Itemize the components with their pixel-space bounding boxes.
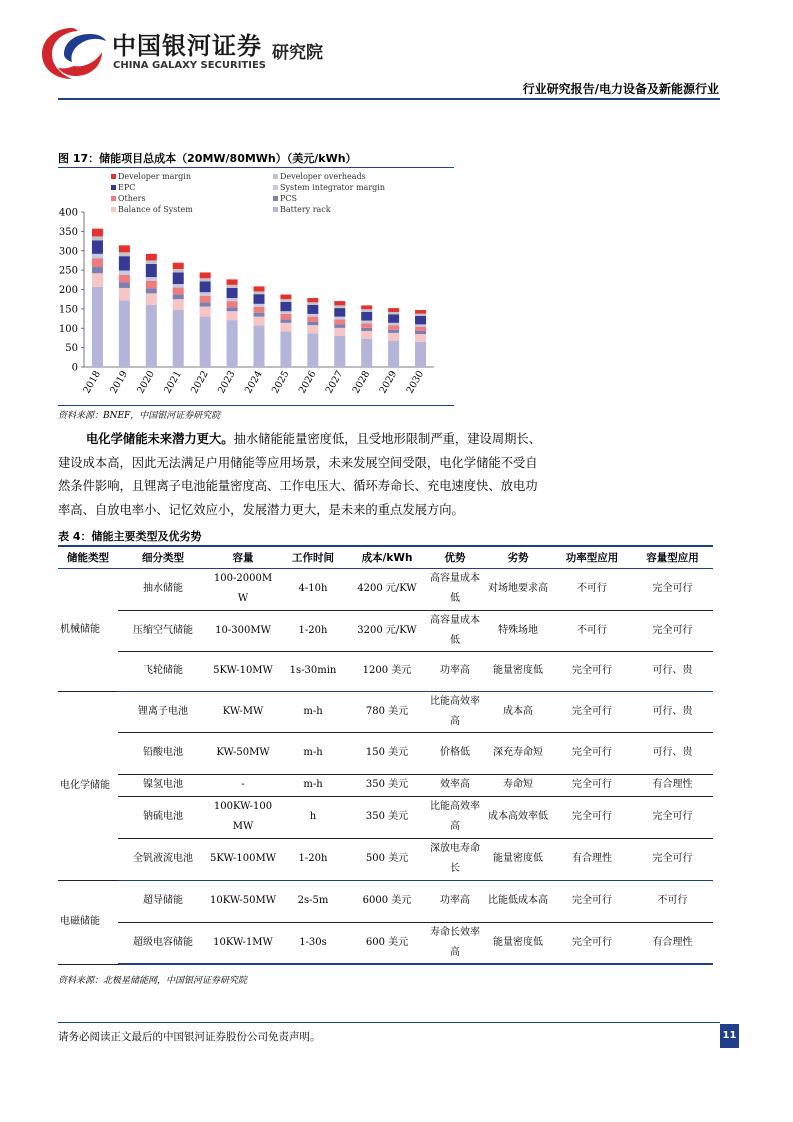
table-source: 资料来源：北极星储能网，中国银河证券研究院: [58, 976, 248, 986]
table-cell: 完全可行: [552, 651, 632, 691]
bar-segment: [334, 328, 345, 336]
bar-segment: [361, 309, 372, 312]
table-cell: 成本高效率低: [484, 796, 552, 838]
header-cell: 容量: [208, 546, 278, 568]
table-cell: 比能低成本高: [484, 880, 552, 922]
bar-segment: [119, 256, 130, 270]
bar-segment: [173, 272, 184, 284]
header-cell: 容量型应用: [632, 546, 713, 568]
table-cell: m-h: [278, 691, 348, 732]
bar-segment: [173, 299, 184, 310]
table-cell: 寿命长效率高: [426, 922, 484, 964]
bar-segment: [361, 328, 372, 331]
paragraph-line-1: [58, 428, 722, 452]
table-cell: 有合理性: [552, 838, 632, 880]
bar-segment: [92, 240, 103, 254]
table-cell: KW-MW: [208, 691, 278, 732]
bar-segment: [415, 314, 426, 316]
bar-segment: [254, 294, 265, 304]
x-tick-label: 2029: [377, 369, 400, 396]
paragraph-line-1-text: 抽水储能能量密度低，且受地形限制严重，建设周期长、: [233, 432, 542, 446]
chart-canvas: [58, 170, 456, 405]
table-row: [58, 691, 713, 732]
legend-label: Battery rack: [280, 205, 331, 214]
bar-segment: [173, 263, 184, 269]
footer-divider: [58, 1022, 720, 1023]
y-tick-label: 0: [71, 362, 78, 374]
table-cell: 价格低: [426, 732, 484, 774]
bar-segment: [146, 288, 157, 293]
table-cell: 完全可行: [552, 922, 632, 964]
bar-segment: [92, 229, 103, 237]
bar-segment: [227, 298, 238, 301]
legend-label: Developer margin: [118, 172, 192, 181]
y-tick-label: 250: [58, 265, 78, 277]
y-tick-label: 150: [58, 304, 78, 316]
page-number: 11: [720, 1024, 739, 1048]
bar-segment: [388, 325, 399, 330]
legend-label: Balance of System: [118, 205, 193, 214]
bar-segment: [227, 321, 238, 368]
bar-segment: [415, 324, 426, 326]
table-cell: 完全可行: [632, 610, 713, 651]
table-cell: 10-300MW: [208, 610, 278, 651]
legend-label: PCS: [280, 194, 297, 203]
bar-segment: [254, 307, 265, 313]
bar-segment: [415, 316, 426, 325]
y-tick-label: 50: [65, 343, 78, 355]
legend-label: EPC: [118, 183, 136, 192]
bar-segment: [361, 323, 372, 328]
table-body: [58, 568, 713, 964]
bar-segment: [361, 331, 372, 339]
table-cell: 3200 元/KW: [348, 610, 426, 651]
table-header-row: [58, 546, 713, 568]
bar-segment: [280, 319, 291, 322]
header-cell: 储能类型: [58, 546, 118, 568]
table-cell: 1-20h: [278, 838, 348, 880]
bar-segment: [92, 254, 103, 259]
table-cell: 1s-30min: [278, 651, 348, 691]
bar-segment: [254, 317, 265, 326]
table-cell: 功率高: [426, 880, 484, 922]
bar-segment: [200, 278, 211, 281]
x-tick-label: 2028: [350, 369, 373, 396]
cost-stacked-bar-chart: [58, 170, 456, 405]
legend-swatch: [111, 185, 116, 190]
figure-bottom-rule: [58, 405, 454, 406]
bar-segment: [200, 296, 211, 303]
bar-segment: [119, 271, 130, 275]
legend-swatch: [273, 174, 278, 179]
table-cell: 特殊场地: [484, 610, 552, 651]
table-cell: 600 美元: [348, 922, 426, 964]
bar-segment: [361, 312, 372, 321]
table-cell: 10KW-50MW: [208, 880, 278, 922]
company-logo: [38, 22, 343, 84]
table-row: [58, 651, 713, 691]
table-cell: 780 美元: [348, 691, 426, 732]
header-divider: [58, 98, 720, 100]
logo-institute: 研究院: [272, 43, 323, 63]
table-cell: 能量密度低: [484, 922, 552, 964]
bar-segment: [173, 269, 184, 272]
table-row: [58, 568, 713, 610]
table-cell: 深充寿命短: [484, 732, 552, 774]
table-cell: 比能高效率高: [426, 796, 484, 838]
table-cell: 能量密度低: [484, 651, 552, 691]
table-cell: 1-20h: [278, 610, 348, 651]
bar-segment: [307, 333, 318, 367]
bar-segment: [92, 273, 103, 287]
legend-swatch: [111, 174, 116, 179]
bar-segment: [173, 288, 184, 295]
logo-chinese-name: 中国银河证券: [112, 32, 262, 60]
bar-segment: [254, 304, 265, 307]
bar-segment: [254, 291, 265, 294]
bar-segment: [361, 339, 372, 367]
y-tick-label: 100: [58, 323, 78, 335]
bar-segment: [307, 322, 318, 325]
table-cell: 抽水储能: [118, 568, 208, 610]
bar-segment: [388, 314, 399, 323]
table-cell: 完全可行: [632, 796, 713, 838]
bar-segment: [173, 295, 184, 300]
x-tick-label: 2024: [242, 369, 265, 396]
bar-segment: [388, 333, 399, 341]
storage-types-table: [58, 545, 713, 965]
bar-segment: [415, 334, 426, 342]
table-cell: -: [208, 774, 278, 796]
bar-segment: [92, 236, 103, 240]
table-cell: 完全可行: [552, 880, 632, 922]
table-cell: 500 美元: [348, 838, 426, 880]
bar-segment: [146, 293, 157, 305]
table-cell: 完全可行: [552, 732, 632, 774]
bar-segment: [92, 267, 103, 273]
paragraph-line-3: 然条件影响，且锂离子电池能量密度高、工作电压大、循环寿命长、充电速度快、放电功: [58, 479, 538, 493]
table-cell: 2s-5m: [278, 880, 348, 922]
table-cell: 1-30s: [278, 922, 348, 964]
group-cell: 电磁储能: [58, 880, 118, 964]
legend-swatch: [111, 207, 116, 212]
bar-segment: [361, 305, 372, 309]
table-cell: 10KW-1MW: [208, 922, 278, 964]
bar-segment: [280, 314, 291, 319]
x-tick-label: 2022: [189, 369, 211, 396]
bar-segment: [280, 295, 291, 300]
table-cell: 超导储能: [118, 880, 208, 922]
x-tick-label: 2018: [81, 369, 104, 396]
table-cell: 飞轮储能: [118, 651, 208, 691]
table-row: [58, 774, 713, 796]
table-cell: 完全可行: [632, 838, 713, 880]
bar-segment: [119, 288, 130, 300]
bar-segment: [119, 300, 130, 367]
bar-segment: [119, 245, 130, 252]
table-cell: 高容量成本低: [426, 568, 484, 610]
table-cell: 350 美元: [348, 796, 426, 838]
table-cell: 钠硫电池: [118, 796, 208, 838]
bar-segment: [415, 342, 426, 367]
header-cell: 优势: [426, 546, 484, 568]
x-tick-label: 2019: [108, 369, 130, 396]
paragraph-line-4: 率高、自放电率小、记忆效应小，发展潜力更大，是未来的重点发展方向。: [58, 502, 464, 517]
paragraph-lead: 电化学储能未来潜力更大。: [86, 432, 234, 446]
table-cell: 完全可行: [632, 568, 713, 610]
group-cell: 机械储能: [58, 568, 118, 691]
bar-segment: [119, 275, 130, 283]
bar-segment: [388, 308, 399, 312]
header-cell: 功率型应用: [552, 546, 632, 568]
bar-segment: [227, 288, 238, 298]
table-cell: 完全可行: [552, 691, 632, 732]
table-cell: 100KW-100MW: [208, 796, 278, 838]
bar-segment: [227, 307, 238, 311]
bar-segment: [200, 272, 211, 278]
table-cell: 4-10h: [278, 568, 348, 610]
bar-segment: [227, 301, 238, 307]
bar-segment: [200, 307, 211, 317]
table-cell: 深放电寿命长: [426, 838, 484, 880]
figure-top-rule: [58, 167, 454, 168]
table-cell: 对场地要求高: [484, 568, 552, 610]
table-cell: 完全可行: [552, 796, 632, 838]
table-cell: 有合理性: [632, 922, 713, 964]
bar-segment: [227, 311, 238, 320]
bar-segment: [200, 302, 211, 306]
bar-segment: [119, 283, 130, 288]
bar-segment: [334, 336, 345, 367]
bar-segment: [307, 302, 318, 305]
report-category: 行业研究报告/电力设备及新能源行业: [522, 82, 719, 96]
table-cell: 6000 美元: [348, 880, 426, 922]
table-cell: 不可行: [552, 610, 632, 651]
table-cell: m-h: [278, 774, 348, 796]
bar-segment: [334, 308, 345, 317]
bar-segment: [334, 317, 345, 320]
bar-segment: [334, 319, 345, 324]
y-tick-label: 300: [58, 246, 78, 258]
table-row: [58, 732, 713, 774]
body-paragraph: [58, 428, 722, 522]
bar-segment: [200, 317, 211, 367]
table-cell: 全钒液流电池: [118, 838, 208, 880]
x-tick-label: 2020: [135, 369, 157, 396]
table-cell: 不可行: [552, 568, 632, 610]
table-cell: 寿命短: [484, 774, 552, 796]
table-cell: m-h: [278, 732, 348, 774]
paragraph-line-2: 建设成本高，因此无法满足户用储能等应用场景，未来发展空间受限，电化学储能不受自: [58, 455, 538, 470]
table-cell: 5KW-100MW: [208, 838, 278, 880]
table-cell: 压缩空气储能: [118, 610, 208, 651]
bar-segment: [280, 311, 291, 314]
bar-segment: [200, 281, 211, 292]
table-cell: 350 美元: [348, 774, 426, 796]
figure-source: 资料来源：BNEF，中国银河证券研究院: [58, 411, 221, 421]
logo-english-name: CHINA GALAXY SECURITIES: [113, 60, 266, 71]
bar-segment: [200, 292, 211, 295]
bar-segment: [388, 312, 399, 314]
legend-label: System integrator margin: [280, 183, 385, 192]
table-cell: 超级电容储能: [118, 922, 208, 964]
table-row: [58, 922, 713, 964]
bar-segment: [415, 327, 426, 331]
bar-segment: [280, 331, 291, 367]
bar-segment: [280, 299, 291, 302]
y-tick-label: 200: [58, 285, 78, 296]
table-cell: 150 美元: [348, 732, 426, 774]
table-row: [58, 796, 713, 838]
legend-swatch: [273, 185, 278, 190]
y-tick-label: 400: [58, 207, 78, 219]
bar-segment: [388, 330, 399, 333]
table-cell: 高容量成本低: [426, 610, 484, 651]
table-cell: 可行、贵: [632, 732, 713, 774]
table-cell: 1200 美元: [348, 651, 426, 691]
legend-label: Developer overheads: [280, 172, 366, 181]
figure-title: 图 17：储能项目总成本（20MW/80MWh）（美元/kWh）: [58, 152, 357, 165]
bar-segment: [227, 285, 238, 288]
bar-segment: [415, 310, 426, 313]
bar-segment: [146, 264, 157, 277]
bar-segment: [388, 323, 399, 325]
legend-swatch: [111, 196, 116, 201]
table-cell: 可行、贵: [632, 691, 713, 732]
table-cell: 比能高效率高: [426, 691, 484, 732]
bar-segment: [146, 305, 157, 367]
legend-swatch: [273, 196, 278, 201]
table-cell: KW-50MW: [208, 732, 278, 774]
legend-label: Others: [118, 194, 146, 203]
comparison-table: [58, 545, 713, 965]
table-cell: 完全可行: [552, 774, 632, 796]
table-cell: 成本高: [484, 691, 552, 732]
bar-segment: [307, 298, 318, 302]
bar-segment: [280, 323, 291, 332]
bar-segment: [92, 259, 103, 268]
bar-segment: [307, 314, 318, 317]
bar-segment: [307, 317, 318, 322]
x-tick-label: 2027: [323, 369, 346, 396]
table-cell: 镍氢电池: [118, 774, 208, 796]
table-cell: 效率高: [426, 774, 484, 796]
table-title: 表 4：储能主要类型及优劣势: [58, 530, 202, 543]
x-tick-label: 2025: [269, 369, 292, 396]
header-cell: 成本/kWh: [348, 546, 426, 568]
table-cell: 锂离子电池: [118, 691, 208, 732]
bar-segment: [254, 286, 265, 291]
table-row: [58, 880, 713, 922]
legend-swatch: [273, 207, 278, 212]
bar-segment: [146, 260, 157, 263]
x-tick-label: 2030: [404, 369, 427, 396]
galaxy-logo-icon: [38, 22, 108, 84]
bar-segment: [307, 305, 318, 314]
footer-disclaimer: 请务必阅读正文最后的中国银河证券股份公司免责声明。: [58, 1031, 321, 1043]
bar-segment: [173, 284, 184, 287]
table-cell: 能量密度低: [484, 838, 552, 880]
table-cell: 100-2000MW: [208, 568, 278, 610]
table-cell: h: [278, 796, 348, 838]
header-cell: 劣势: [484, 546, 552, 568]
y-tick-label: 350: [58, 226, 78, 238]
bar-segment: [388, 341, 399, 367]
bar-segment: [119, 252, 130, 256]
bar-segment: [415, 331, 426, 334]
bar-segment: [254, 313, 265, 317]
bar-segment: [334, 301, 345, 305]
table-cell: 有合理性: [632, 774, 713, 796]
bar-segment: [307, 325, 318, 333]
bar-segment: [334, 324, 345, 327]
table-cell: 不可行: [632, 880, 713, 922]
table-cell: 可行、贵: [632, 651, 713, 691]
group-cell: 电化学储能: [58, 691, 118, 880]
bar-segment: [146, 281, 157, 288]
table-cell: 4200 元/KW: [348, 568, 426, 610]
bar-segment: [361, 321, 372, 324]
header-cell: 细分类型: [118, 546, 208, 568]
x-tick-label: 2023: [216, 369, 238, 396]
bar-segment: [334, 305, 345, 308]
table-cell: 5KW-10MW: [208, 651, 278, 691]
x-tick-label: 2026: [296, 369, 319, 396]
table-row: [58, 610, 713, 651]
bar-segment: [227, 279, 238, 284]
x-tick-label: 2021: [162, 369, 184, 396]
bar-segment: [146, 277, 157, 281]
bar-segment: [254, 326, 265, 367]
header-cell: 工作时间: [278, 546, 348, 568]
bar-segment: [173, 310, 184, 367]
bar-segment: [92, 287, 103, 367]
bar-segment: [280, 302, 291, 311]
table-cell: 铅酸电池: [118, 732, 208, 774]
table-row: [58, 838, 713, 880]
bar-segment: [146, 254, 157, 261]
table-cell: 功率高: [426, 651, 484, 691]
